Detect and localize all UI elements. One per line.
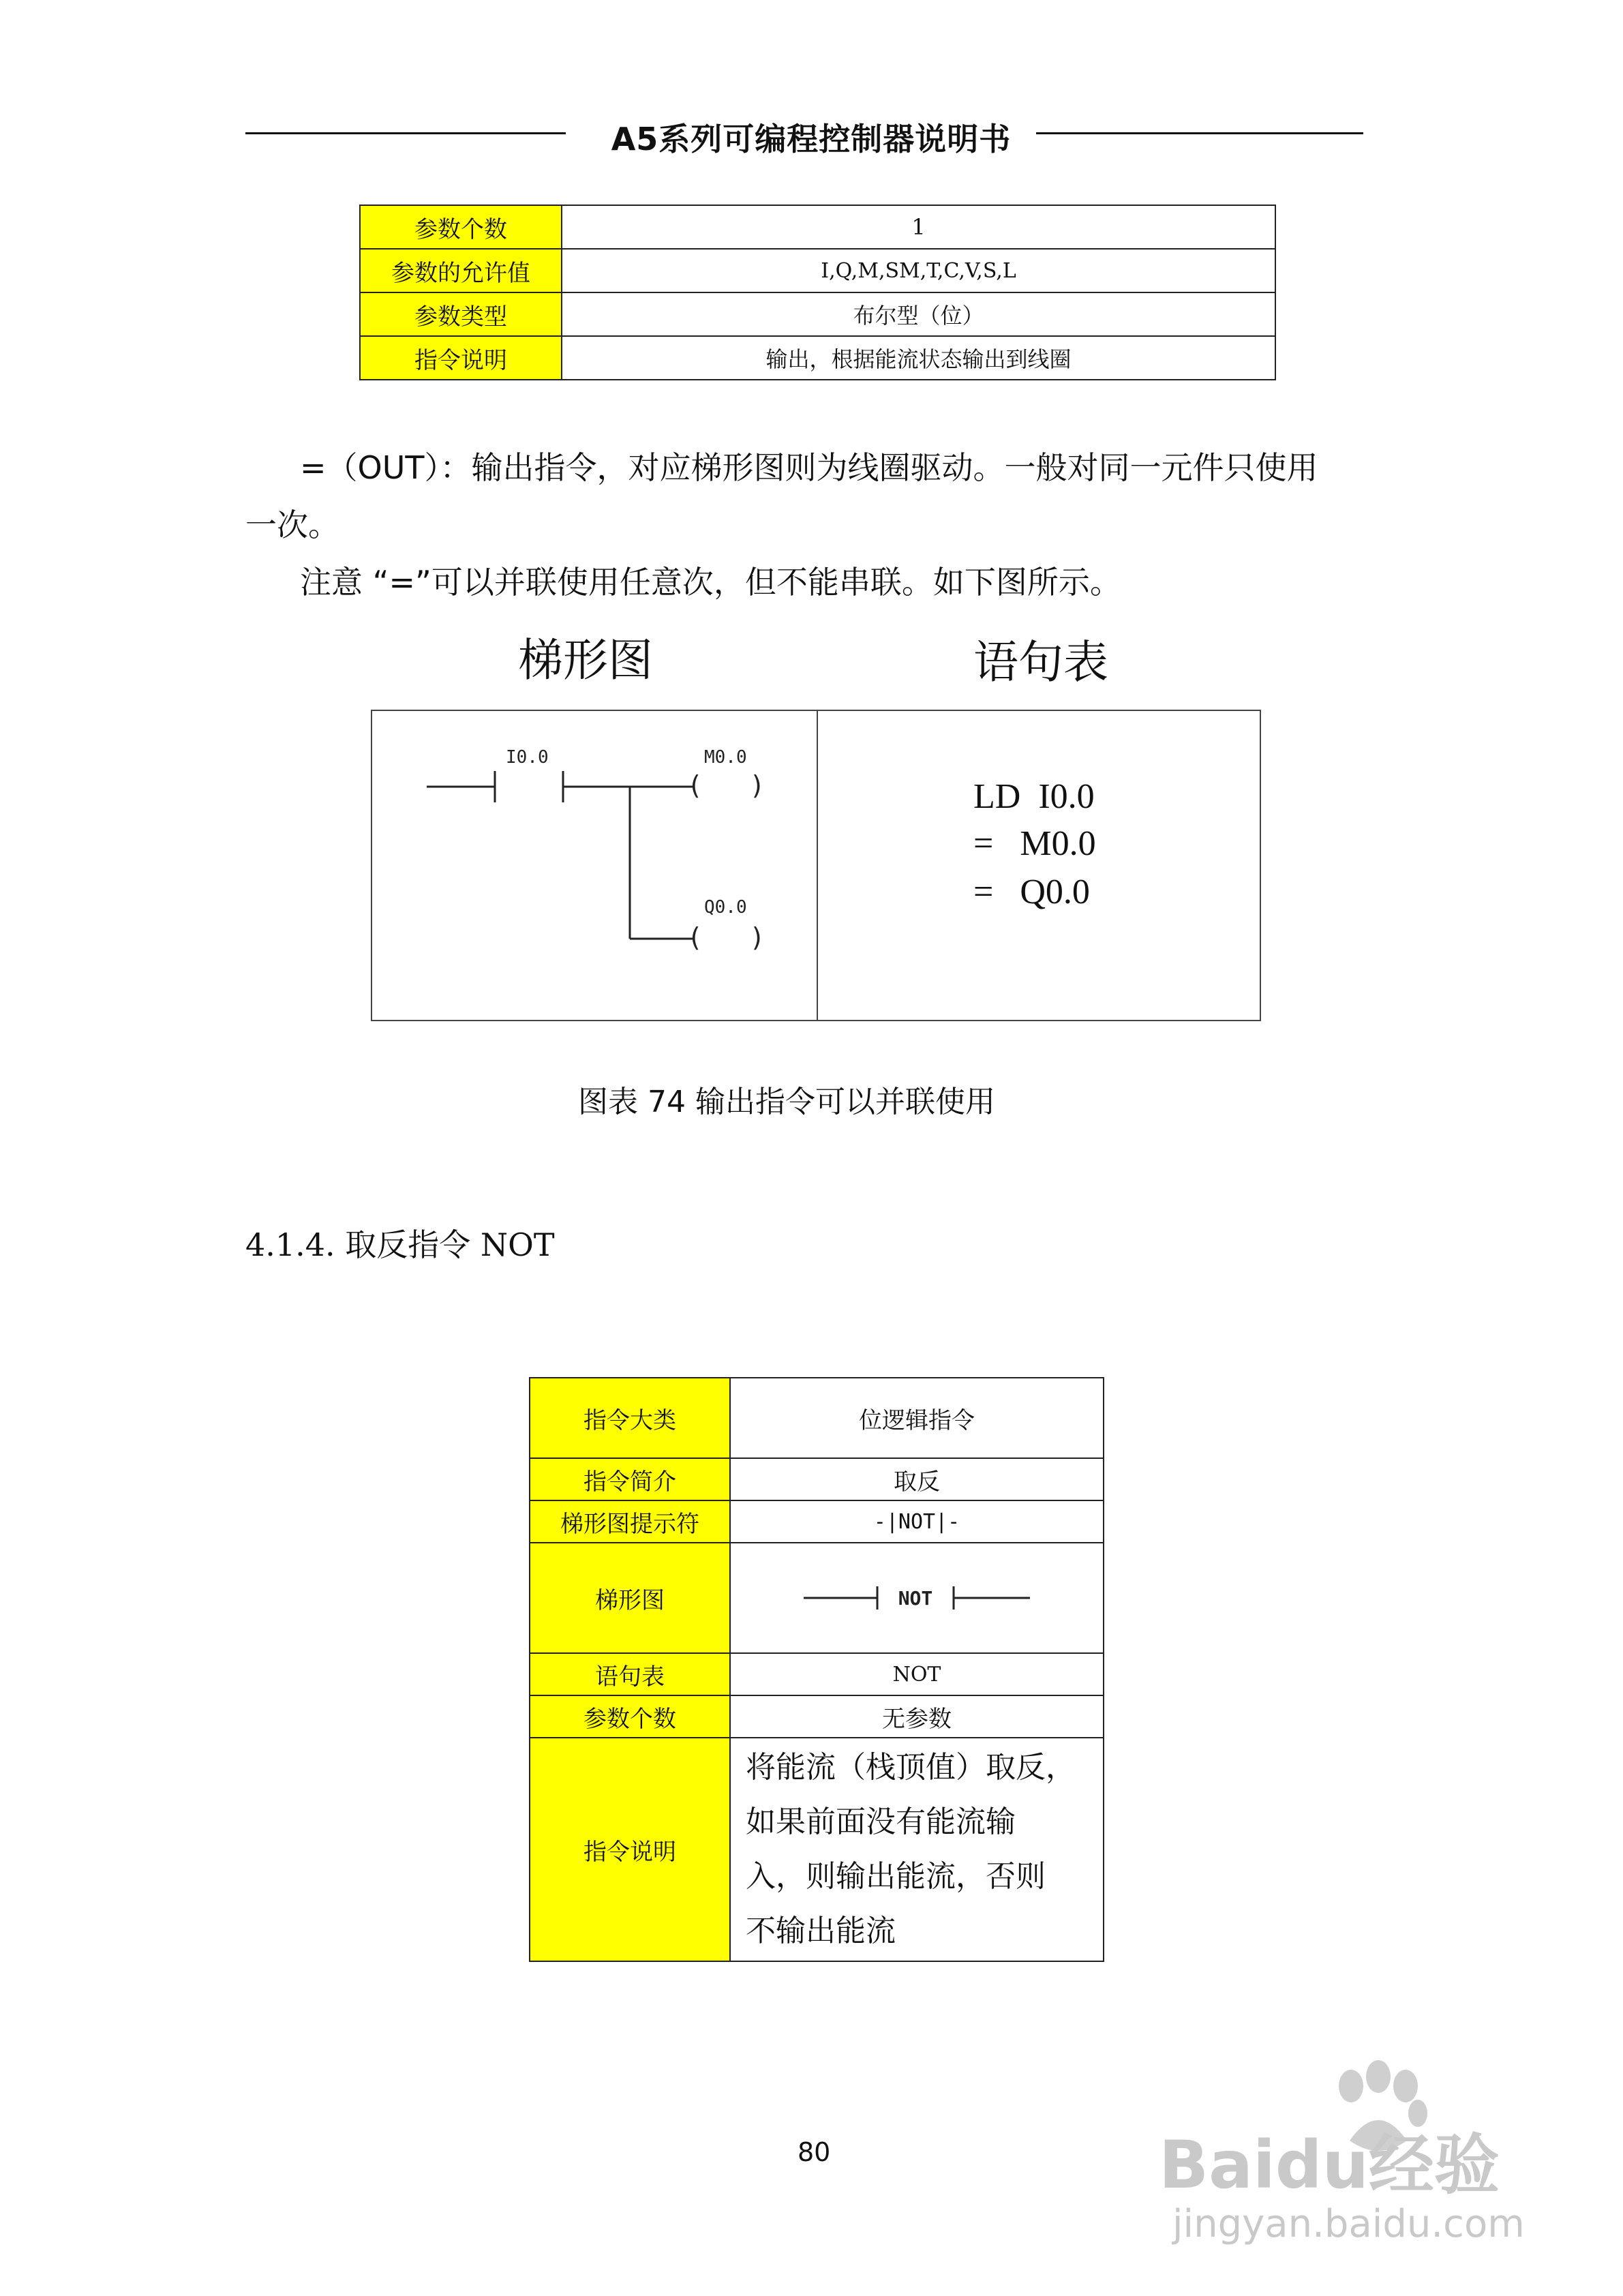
statement-list-title: 语句表	[973, 636, 1108, 689]
desc-line-3: 入，则输出能流，否则	[746, 1859, 1046, 1894]
param-type-label: 参数类型	[360, 292, 562, 336]
desc-label: 指令说明	[530, 1738, 730, 1961]
table-row	[530, 1738, 1104, 1961]
category-label: 指令大类	[530, 1378, 730, 1458]
table-row	[360, 292, 1275, 336]
statement-line-1: LD I0.0	[973, 777, 1095, 816]
param-count-value-2: 无参数	[730, 1695, 1104, 1738]
table-row	[530, 1378, 1104, 1458]
ladder-label: 梯形图	[530, 1543, 730, 1653]
figure-box	[371, 710, 1261, 1021]
parameter-table	[359, 205, 1276, 380]
table-row	[530, 1543, 1104, 1653]
param-count-label: 参数个数	[360, 205, 562, 249]
not-instruction-table	[529, 1377, 1104, 1962]
param-allowed-label: 参数的允许值	[360, 249, 562, 292]
table-row	[360, 205, 1275, 249]
ladder-diagram	[372, 711, 815, 1020]
param-count-value: 1	[562, 205, 1275, 249]
ladder-hint-value: -|NOT|-	[730, 1500, 1104, 1543]
desc-line-4: 不输出能流	[746, 1914, 896, 1948]
statement-label: 语句表	[530, 1653, 730, 1695]
table-row	[530, 1695, 1104, 1738]
brief-label: 指令简介	[530, 1458, 730, 1500]
coil2-label: Q0.0	[704, 897, 747, 918]
desc-line-1: 将能流（栈顶值）取反，	[746, 1750, 1076, 1785]
header-rule-right	[1036, 132, 1363, 134]
desc-value	[730, 1738, 1104, 1961]
out-instruction-paragraph: =（OUT）：输出指令，对应梯形图则为线圈驱动。一般对同一元件只使用	[300, 449, 1318, 486]
out-instruction-paragraph-cont: 一次。	[245, 507, 339, 543]
note-paragraph: 注意 “=”可以并联使用任意次，但不能串联。如下图所示。	[300, 564, 1121, 601]
watermark-brand: Baidu经验	[1159, 2127, 1500, 2203]
param-type-value: 布尔型（位）	[562, 292, 1275, 336]
statement-value: NOT	[730, 1653, 1104, 1695]
desc-line-2: 如果前面没有能流输	[746, 1804, 1016, 1839]
table-row	[530, 1458, 1104, 1500]
page-number: 80	[798, 2137, 831, 2167]
statement-line-2: = M0.0	[973, 824, 1096, 863]
not-symbol-text: NOT	[898, 1587, 933, 1610]
ladder-cell	[730, 1543, 1104, 1653]
instruction-desc-label: 指令说明	[360, 336, 562, 380]
coil1-label: M0.0	[704, 747, 747, 768]
coil1-symbol: ( )	[687, 770, 765, 800]
table-row	[530, 1500, 1104, 1543]
figure-caption: 图表 74 输出指令可以并联使用	[578, 1085, 995, 1119]
ladder-hint-label: 梯形图提示符	[530, 1500, 730, 1543]
document-title: A5系列可编程控制器说明书	[611, 121, 1012, 157]
coil2-symbol: ( )	[687, 922, 765, 952]
figure-divider	[817, 711, 818, 1020]
header-rule-left	[245, 132, 566, 134]
param-allowed-value: I,Q,M,SM,T,C,V,S,L	[562, 249, 1275, 292]
param-count-label-2: 参数个数	[530, 1695, 730, 1738]
table-row	[530, 1653, 1104, 1695]
statement-line-3: = Q0.0	[973, 873, 1090, 911]
table-row	[360, 249, 1275, 292]
watermark-url: jingyan.baidu.com	[1172, 2202, 1525, 2246]
brief-value: 取反	[730, 1458, 1104, 1500]
not-ladder-symbol	[801, 1574, 1033, 1622]
contact-label: I0.0	[506, 747, 549, 768]
section-heading: 4.1.4. 取反指令 NOT	[245, 1226, 555, 1263]
table-row	[360, 336, 1275, 380]
instruction-desc-value: 输出，根据能流状态输出到线圈	[562, 336, 1275, 380]
ladder-diagram-title: 梯形图	[518, 634, 653, 686]
category-value: 位逻辑指令	[730, 1378, 1104, 1458]
